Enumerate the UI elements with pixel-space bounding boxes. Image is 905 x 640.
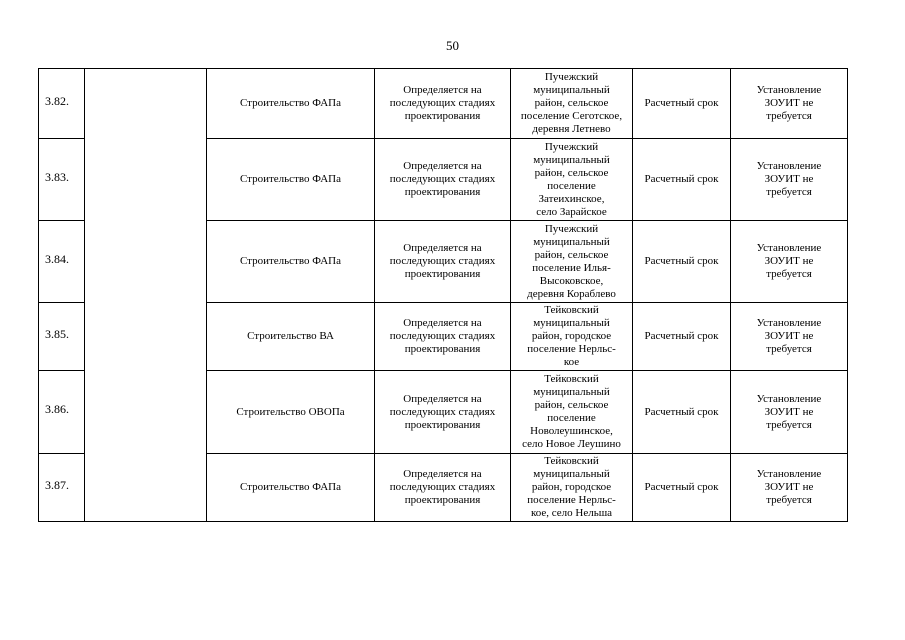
location-line: Новолеушинское, — [530, 425, 613, 437]
characteristics-cell — [375, 303, 511, 371]
object-name: Строительство ОВОПа — [236, 405, 345, 418]
location-cell — [511, 303, 633, 371]
zone-line: Установление — [756, 392, 822, 405]
characteristics-line: Определяется на — [403, 160, 482, 172]
zone-line: ЗОУИТ не — [764, 481, 814, 493]
row-number — [39, 454, 85, 522]
zone-line: Установление — [756, 468, 822, 480]
term: Расчетный срок — [644, 255, 719, 267]
location-cell — [511, 371, 633, 454]
zone-line: требуется — [766, 110, 812, 122]
location-line: Затеихинское, — [538, 192, 605, 205]
term-cell — [633, 454, 731, 522]
characteristics-line: последующих стадиях — [389, 173, 496, 185]
characteristics-line: Определяется на — [403, 392, 482, 405]
zone-cell — [731, 139, 848, 221]
location-cell — [511, 139, 633, 221]
characteristics-cell — [375, 69, 511, 139]
characteristics-line: проектирования — [404, 494, 481, 506]
term: Расчетный срок — [644, 405, 719, 418]
zone-line: требуется — [766, 268, 812, 280]
location-line: район, сельское — [534, 248, 609, 261]
zone-cell — [731, 69, 848, 139]
location-line: район, городское — [531, 481, 612, 493]
table-row — [39, 69, 848, 139]
zone-line: требуется — [766, 343, 812, 355]
object-name-cell — [207, 139, 375, 221]
characteristics-line: последующих стадиях — [389, 481, 496, 493]
location-line: село Новое Леушино — [522, 438, 621, 450]
zone-line: Установление — [756, 160, 822, 172]
location-line: муниципальный — [533, 84, 610, 96]
location-line: муниципальный — [533, 235, 610, 248]
characteristics-line: проектирования — [404, 418, 481, 431]
characteristics-cell — [375, 454, 511, 522]
term: Расчетный срок — [644, 481, 719, 493]
row-number — [39, 69, 85, 139]
location-cell — [511, 454, 633, 522]
object-name: Строительство ФАПа — [239, 97, 342, 109]
object-name-cell — [207, 454, 375, 522]
row-number-text: 3.85. — [45, 327, 69, 341]
characteristics-line: проектирования — [404, 268, 481, 280]
objects-table — [38, 68, 848, 522]
zone-line: ЗОУИТ не — [764, 330, 814, 342]
zone-line: ЗОУИТ не — [764, 97, 814, 109]
term-cell — [633, 69, 731, 139]
zone-cell — [731, 221, 848, 303]
location-line: район, сельское — [534, 97, 609, 109]
characteristics-cell — [375, 371, 511, 454]
term: Расчетный срок — [644, 330, 719, 342]
zone-cell — [731, 303, 848, 371]
characteristics-cell — [375, 221, 511, 303]
characteristics-line: Определяется на — [403, 84, 482, 96]
object-name-cell — [207, 371, 375, 454]
term-cell — [633, 139, 731, 221]
characteristics-line: проектирования — [404, 110, 481, 122]
location-line: Пучежский — [544, 140, 599, 153]
object-name: Строительство ФАПа — [239, 173, 342, 185]
location-line: муниципальный — [533, 386, 610, 398]
zone-line: ЗОУИТ не — [764, 255, 814, 267]
location-line: Пучежский — [544, 222, 599, 235]
row-number-text: 3.82. — [45, 94, 69, 108]
row-number-text: 3.83. — [45, 170, 69, 184]
location-line: деревня Кораблево — [527, 287, 616, 300]
location-line: поселение — [547, 179, 596, 192]
location-line: деревня Летнево — [532, 123, 611, 135]
object-name: Строительство ВА — [247, 330, 334, 342]
row-number-text: 3.86. — [45, 402, 69, 416]
zone-line: ЗОУИТ не — [764, 173, 814, 185]
location-line: муниципальный — [533, 153, 610, 166]
row-number — [39, 303, 85, 371]
location-line: муниципальный — [533, 468, 610, 480]
location-line: кое — [563, 356, 580, 368]
zone-line: Установление — [756, 242, 822, 254]
location-cell — [511, 69, 633, 139]
location-line: поселение Илья- — [532, 261, 611, 274]
characteristics-line: последующих стадиях — [389, 405, 496, 418]
characteristics-line: проектирования — [404, 343, 481, 355]
term-cell — [633, 221, 731, 303]
location-line: кое, село Нельша — [530, 507, 613, 519]
characteristics-cell — [375, 139, 511, 221]
characteristics-line: последующих стадиях — [389, 97, 496, 109]
location-line: район, сельское — [534, 166, 609, 179]
row-number — [39, 221, 85, 303]
characteristics-line: Определяется на — [403, 242, 482, 254]
table-body — [39, 69, 848, 522]
location-line: поселение Сеготское, — [520, 110, 623, 122]
merged-empty-cell — [85, 69, 207, 522]
location-line: Пучежский — [544, 71, 599, 83]
location-line: муниципальный — [533, 317, 610, 329]
row-number — [39, 371, 85, 454]
location-line: район, сельское — [534, 399, 609, 411]
location-cell — [511, 221, 633, 303]
object-name: Строительство ФАПа — [239, 481, 342, 493]
zone-line: требуется — [766, 186, 812, 198]
characteristics-line: Определяется на — [403, 317, 482, 329]
object-name-cell — [207, 221, 375, 303]
term-cell — [633, 371, 731, 454]
row-number — [39, 139, 85, 221]
location-line: село Зарайское — [536, 205, 607, 218]
characteristics-line: проектирования — [404, 186, 481, 198]
zone-line: требуется — [766, 494, 812, 506]
location-line: Тейковский — [544, 455, 599, 467]
term: Расчетный срок — [644, 97, 719, 109]
location-line: поселение — [547, 412, 596, 424]
zone-cell — [731, 371, 848, 454]
zone-line: Установление — [756, 317, 822, 329]
zone-line: Установление — [756, 84, 822, 96]
location-line: Тейковский — [544, 373, 599, 385]
page-number: 50 — [446, 38, 459, 53]
row-number-text: 3.87. — [45, 478, 69, 492]
location-line: Высоковское, — [539, 274, 604, 287]
characteristics-line: последующих стадиях — [389, 255, 496, 267]
location-line: поселение Нерльс- — [527, 343, 616, 355]
term-cell — [633, 303, 731, 371]
term: Расчетный срок — [644, 173, 719, 185]
location-line: Тейковский — [544, 304, 599, 316]
characteristics-line: Определяется на — [403, 468, 482, 480]
row-number-text: 3.84. — [45, 252, 69, 266]
object-name: Строительство ФАПа — [239, 255, 342, 267]
zone-cell — [731, 454, 848, 522]
object-name-cell — [207, 303, 375, 371]
location-line: район, городское — [531, 330, 612, 342]
zone-line: ЗОУИТ не — [764, 405, 814, 418]
object-name-cell — [207, 69, 375, 139]
zone-line: требуется — [766, 418, 812, 431]
location-line: поселение Нерльс- — [527, 494, 616, 506]
characteristics-line: последующих стадиях — [389, 330, 496, 342]
